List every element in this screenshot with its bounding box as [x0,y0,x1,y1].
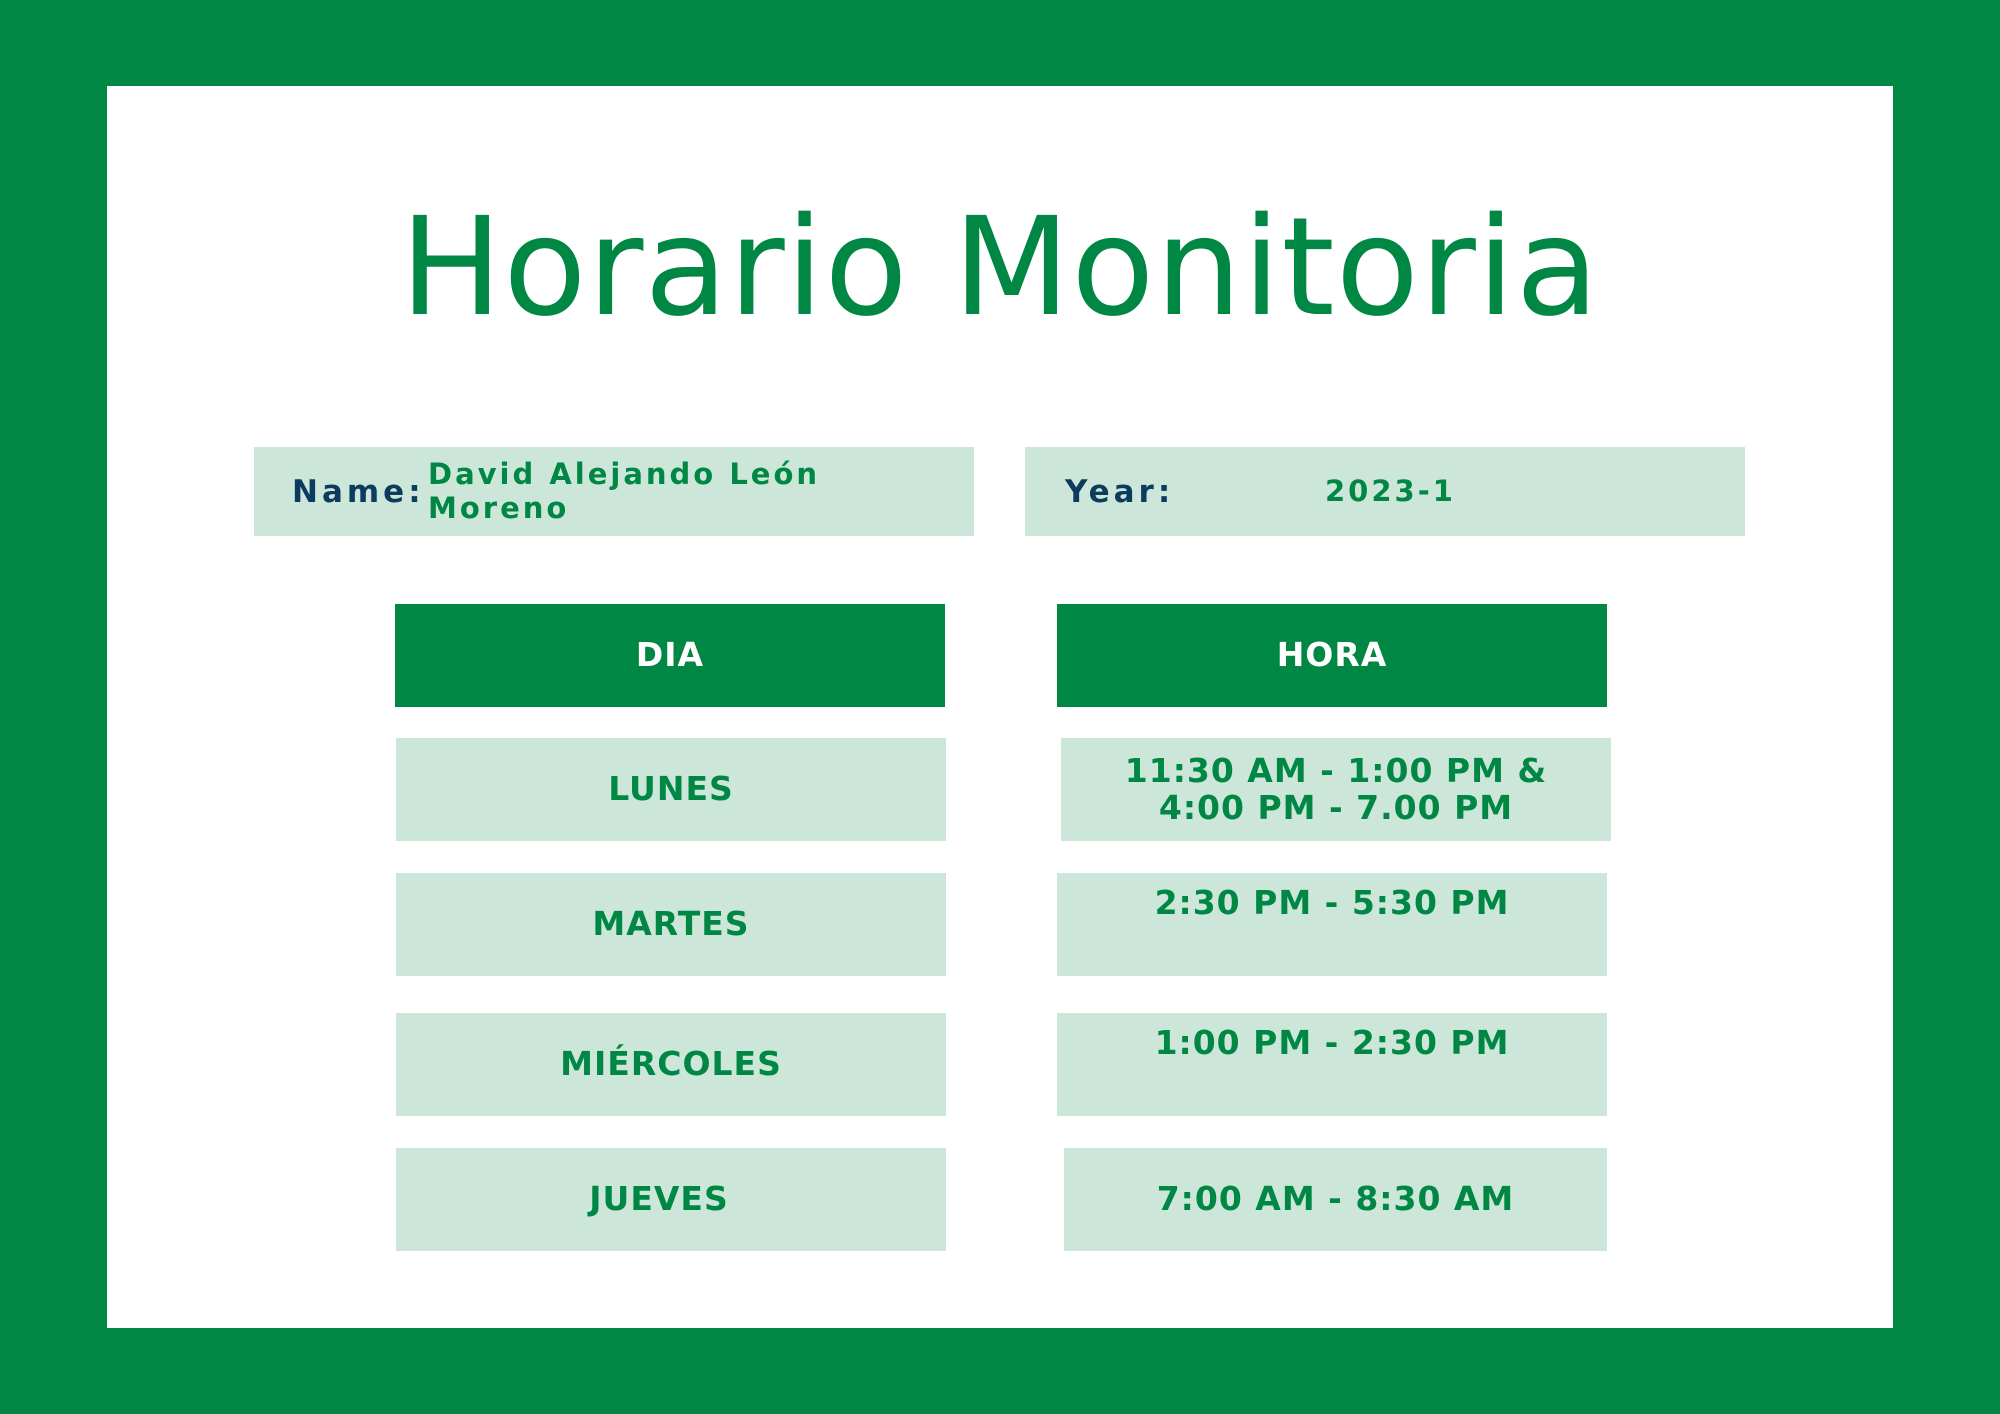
name-value: David Alejando León Moreno [428,457,821,525]
time-cell-miercoles: 1:00 PM - 2:30 PM [1057,1013,1607,1116]
day-cell-jueves: JUEVES [396,1148,946,1251]
name-label: Name: [292,473,425,510]
day-cell-miercoles: MIÉRCOLES [396,1013,946,1116]
time-cell-martes: 2:30 PM - 5:30 PM [1057,873,1607,976]
day-cell-martes: MARTES [396,873,946,976]
page-title: Horario Monitoria [400,189,1600,347]
time-column-header: HORA [1057,604,1607,707]
year-box [1025,447,1745,536]
name-box [254,447,974,536]
day-column-header: DIA [395,604,945,707]
year-label: Year: [1065,473,1175,510]
year-value: 2023-1 [1325,473,1456,508]
day-cell-lunes: LUNES [396,738,946,841]
time-cell-jueves: 7:00 AM - 8:30 AM [1064,1148,1607,1251]
time-cell-lunes: 11:30 AM - 1:00 PM & 4:00 PM - 7.00 PM [1061,738,1611,841]
